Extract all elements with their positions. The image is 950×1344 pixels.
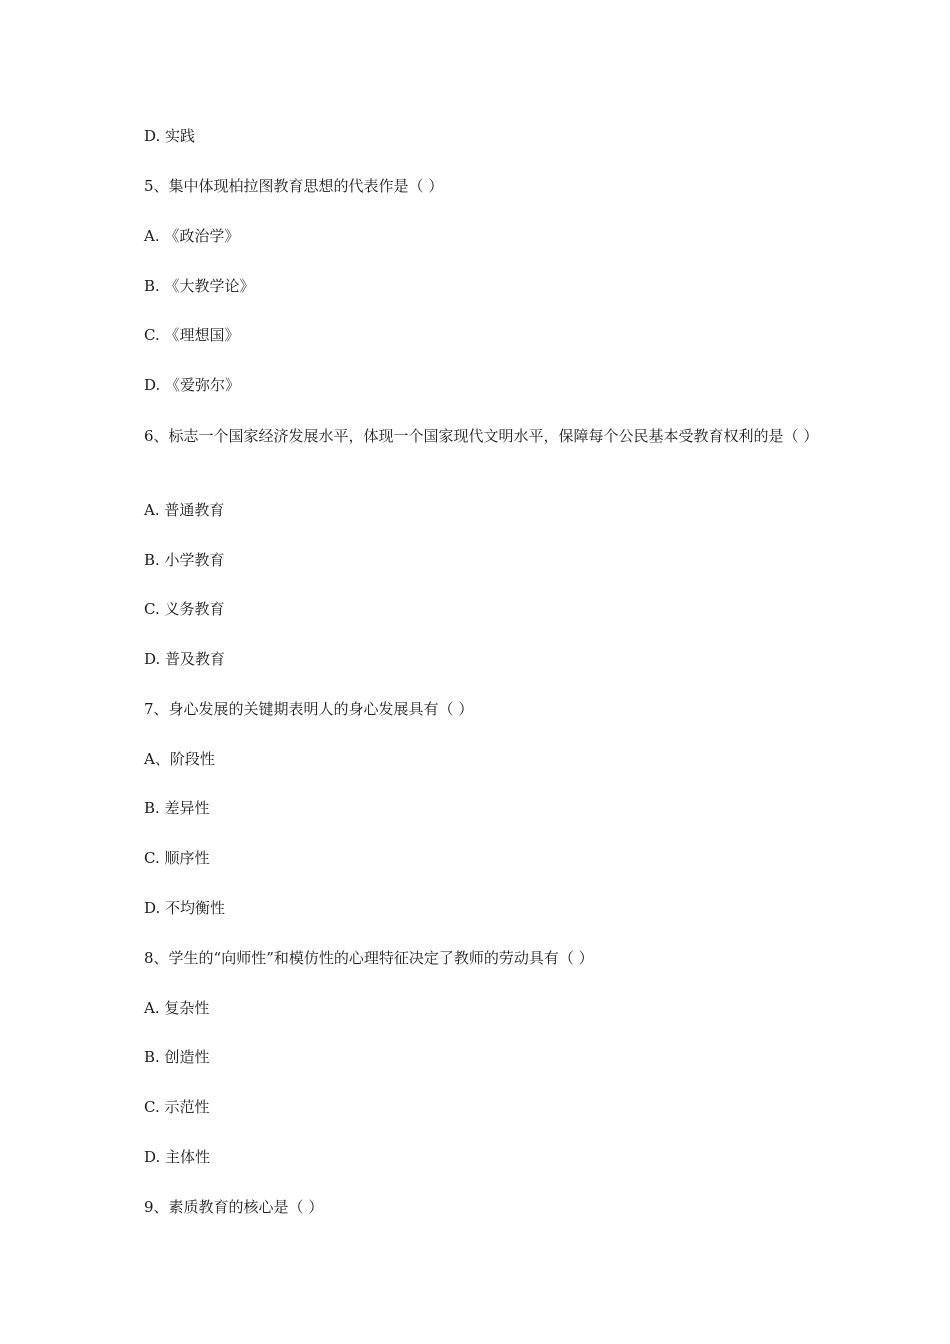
- option-5d: D. 《爱弥尔》: [144, 376, 241, 394]
- option-4d: D. 实践: [144, 127, 196, 145]
- option-8b: B. 创造性: [144, 1048, 210, 1066]
- option-6a: A. 普通教育: [144, 501, 225, 519]
- option-6d: D. 普及教育: [144, 650, 226, 668]
- question-5: 5、集中体现柏拉图教育思想的代表作是（ ）: [144, 177, 444, 195]
- option-7d: D. 不均衡性: [144, 899, 226, 917]
- option-5b: B. 《大教学论》: [144, 277, 255, 295]
- option-6c: C. 义务教育: [144, 600, 225, 618]
- option-5c: C. 《理想国》: [144, 326, 240, 344]
- option-8a: A. 复杂性: [144, 999, 210, 1017]
- question-8: 8、学生的“向师性”和模仿性的心理特征决定了教师的劳动具有（ ）: [144, 949, 594, 967]
- option-7b: B. 差异性: [144, 799, 210, 817]
- option-7c: C. 顺序性: [144, 849, 210, 867]
- question-6: 6、标志一个国家经济发展水平，体现一个国家现代文明水平，保障每个公民基本受教育权利的是（ ）: [144, 427, 819, 445]
- question-9: 9、素质教育的核心是（ ）: [144, 1198, 324, 1216]
- option-7a: A、阶段性: [144, 750, 215, 768]
- option-6b: B. 小学教育: [144, 551, 225, 569]
- question-7: 7、身心发展的关键期表明人的身心发展具有（ ）: [144, 700, 474, 718]
- option-5a: A. 《政治学》: [144, 227, 240, 245]
- option-8c: C. 示范性: [144, 1098, 210, 1116]
- option-8d: D. 主体性: [144, 1148, 211, 1166]
